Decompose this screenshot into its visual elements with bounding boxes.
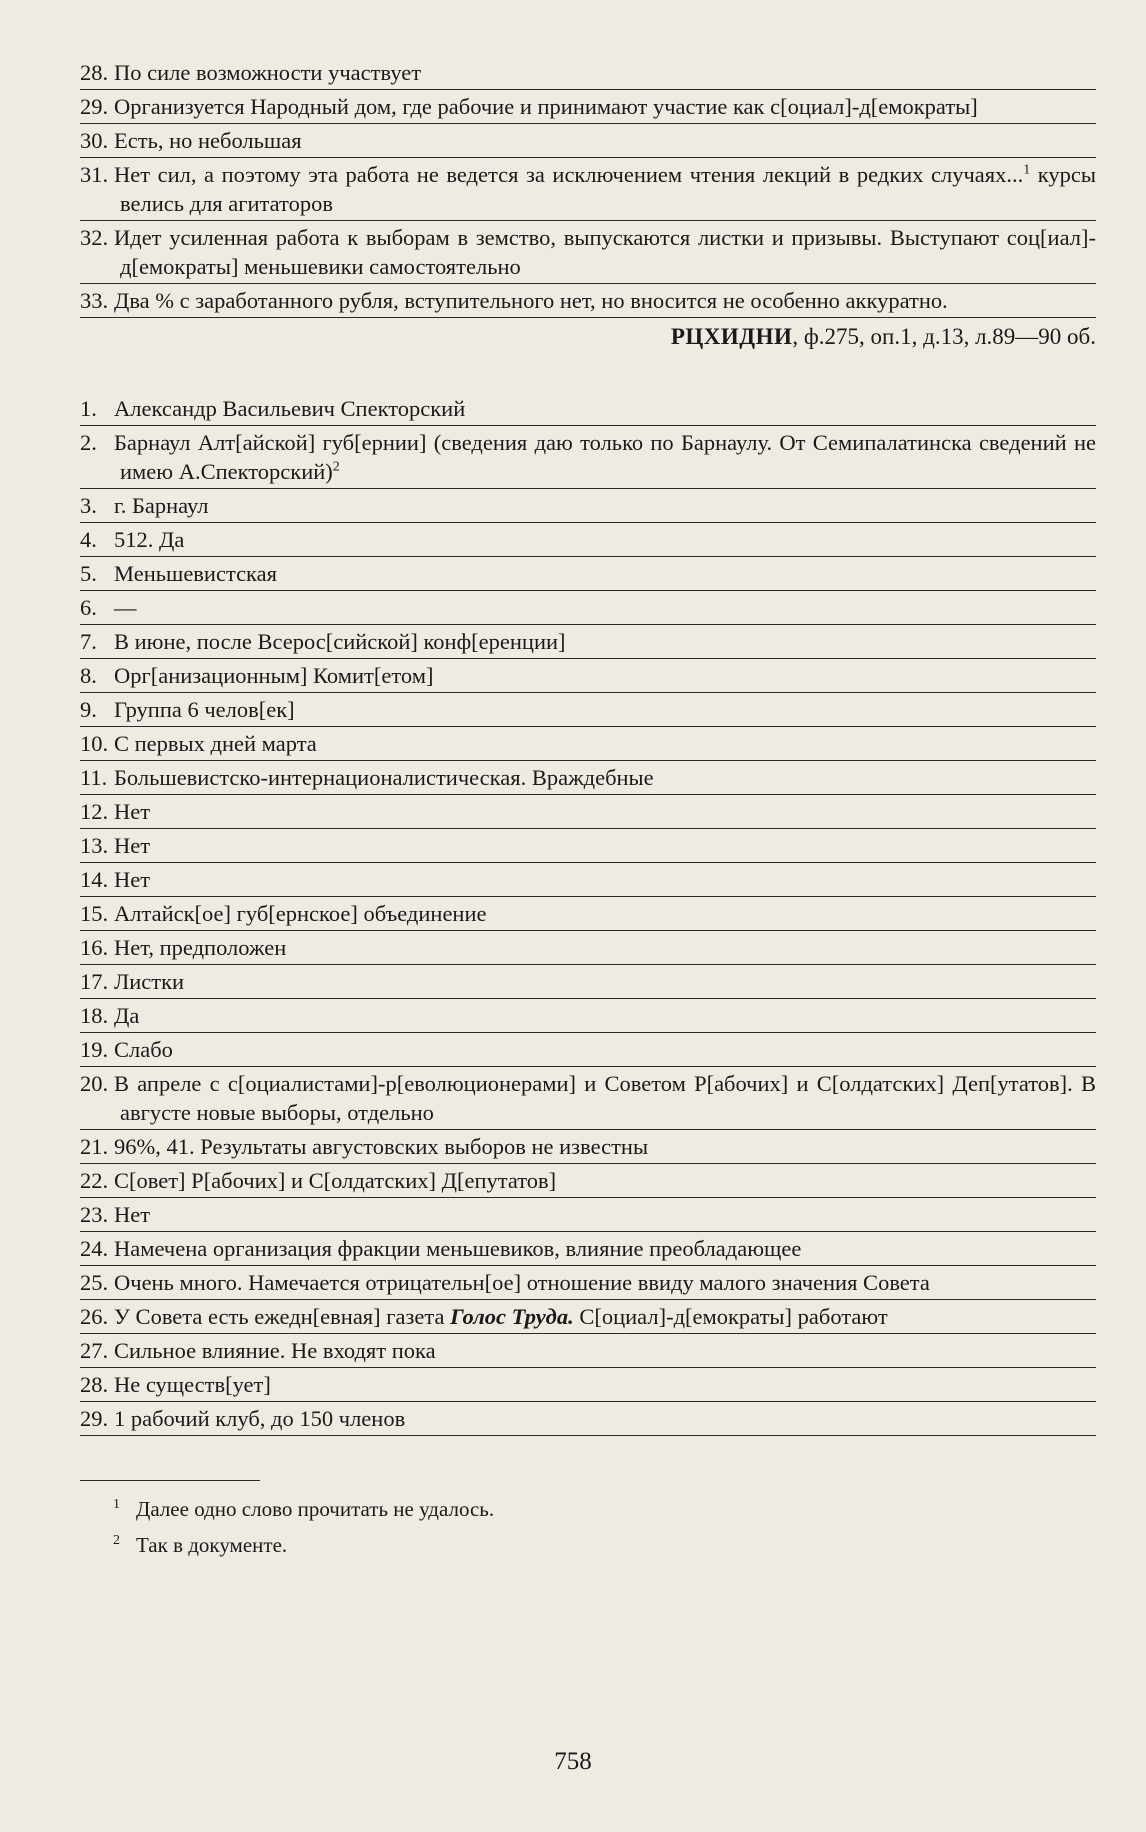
answer-text: Большевистско-интернационалистическая. Враждебные: [114, 765, 654, 790]
answer-number: 25.: [80, 1270, 109, 1295]
answer-number: 27.: [80, 1338, 109, 1363]
answer-text: Слабо: [114, 1037, 173, 1062]
document-content: [80, 56, 1096, 1563]
answer-row: [80, 523, 1096, 557]
answer-number: 12.: [80, 799, 109, 824]
answer-row: [80, 221, 1096, 284]
footnote-number: 2: [113, 1533, 120, 1548]
answer-row: [80, 56, 1096, 90]
answer-number: 16.: [80, 935, 109, 960]
answer-text: Не существ[ует]: [114, 1372, 271, 1397]
answer-number: 14.: [80, 867, 109, 892]
answer-row: [80, 625, 1096, 659]
answer-text: Нет сил, а поэтому эта работа не ведется за исключением чтения лекций в редких случаях...: [114, 162, 1024, 187]
answer-row: [80, 1232, 1096, 1266]
answer-row: [80, 426, 1096, 489]
answer-text-continued: курсы велись для агитаторов: [120, 162, 1097, 216]
answer-number: 13.: [80, 833, 109, 858]
answer-number: 8.: [80, 663, 97, 688]
answer-number: 19.: [80, 1037, 109, 1062]
answer-text: Нет: [114, 799, 151, 824]
footnote: [80, 1491, 1096, 1527]
answer-row: [80, 863, 1096, 897]
answer-text: Группа 6 челов[ек]: [114, 697, 295, 722]
answer-row: [80, 284, 1096, 318]
footnote-divider: [80, 1480, 260, 1481]
questionnaire-block-1: [80, 56, 1096, 318]
page-number: 758: [554, 1748, 592, 1775]
answer-text: В апреле с с[оциалистами]-р[еволюционерами] и Советом Р[абочих] и С[олдатских] Деп[утатов]. В августе новые выборы, отдельно: [114, 1071, 1096, 1125]
answer-number: 22.: [80, 1168, 109, 1193]
answer-row: [80, 557, 1096, 591]
answer-number: 10.: [80, 731, 109, 756]
answer-number: 9.: [80, 697, 97, 722]
answer-number: 28.: [80, 1372, 109, 1397]
archive-source: [80, 318, 1096, 352]
answer-row: [80, 761, 1096, 795]
archive-name: РЦХИДНИ: [670, 324, 793, 349]
answer-row: [80, 1164, 1096, 1198]
answer-number: 33.: [80, 288, 109, 313]
footnote-text: Так в документе.: [136, 1533, 288, 1557]
answer-row: [80, 1067, 1096, 1130]
answer-row: [80, 999, 1096, 1033]
answer-number: 11.: [80, 765, 108, 790]
answer-text: Александр Васильевич Спекторский: [114, 396, 466, 421]
answer-text: г. Барнаул: [114, 493, 209, 518]
answer-row: [80, 1300, 1096, 1334]
answer-row: [80, 90, 1096, 124]
answer-row: [80, 158, 1096, 221]
answer-text: Намечена организация фракции меньшевиков, влияние преобладающее: [114, 1236, 802, 1261]
answer-number: 29.: [80, 1406, 109, 1431]
answer-text: 96%, 41. Результаты августовских выборов не известны: [114, 1134, 649, 1159]
answer-row: [80, 1130, 1096, 1164]
answer-text: Нет, предположен: [114, 935, 287, 960]
answer-text: Орг[анизационным] Комит[етом]: [114, 663, 434, 688]
answer-number: 6.: [80, 595, 97, 620]
newspaper-title: Голос Труда.: [450, 1304, 574, 1329]
archive-reference: , ф.275, оп.1, д.13, л.89—90 об.: [792, 324, 1096, 349]
answer-text: 1 рабочий клуб, до 150 членов: [114, 1406, 406, 1431]
answer-row: [80, 659, 1096, 693]
answer-text: С[овет] Р[абочих] и С[олдатских] Д[епутатов]: [114, 1168, 557, 1193]
answer-number: 29.: [80, 94, 109, 119]
answer-number: 31.: [80, 162, 109, 187]
answer-row: [80, 1033, 1096, 1067]
answer-row: [80, 795, 1096, 829]
footnote-marker: 2: [332, 459, 340, 475]
answer-text: Меньшевистская: [114, 561, 277, 586]
answer-number: 17.: [80, 969, 109, 994]
answer-row: [80, 489, 1096, 523]
answer-text: Организуется Народный дом, где рабочие и принимают участие как с[оциал]-д[емократы]: [114, 94, 978, 119]
answer-row: [80, 931, 1096, 965]
answer-text: 512. Да: [114, 527, 185, 552]
answer-number: 5.: [80, 561, 97, 586]
footnote-number: 1: [113, 1497, 120, 1512]
answer-text: Алтайск[ое] губ[ернское] объединение: [114, 901, 487, 926]
answer-number: 30.: [80, 128, 109, 153]
questionnaire-block-2: [80, 392, 1096, 1436]
answer-text: В июне, после Всерос[сийской] конф[еренции]: [114, 629, 566, 654]
answer-number: 21.: [80, 1134, 109, 1159]
answer-text: Есть, но небольшая: [114, 128, 302, 153]
answer-row: [80, 392, 1096, 426]
answer-number: 23.: [80, 1202, 109, 1227]
answer-row: [80, 1198, 1096, 1232]
answer-number: 24.: [80, 1236, 109, 1261]
answer-row: [80, 965, 1096, 999]
answer-text: Нет: [114, 1202, 151, 1227]
footnote-marker: 1: [1023, 162, 1031, 178]
answer-text: По силе возможности участвует: [114, 60, 422, 85]
answer-text: —: [114, 595, 137, 620]
answer-text: Барнаул Алт[айской] губ[ернии] (сведения даю только по Барнаулу. От Семипалатинска сведений не имею А.Спекторский): [114, 430, 1096, 484]
answer-text: С первых дней марта: [114, 731, 317, 756]
answer-number: 3.: [80, 493, 97, 518]
answer-text: У Совета есть ежедн[евная] газета: [114, 1304, 451, 1329]
answer-row: [80, 693, 1096, 727]
answer-row: [80, 829, 1096, 863]
answer-number: 2.: [80, 430, 97, 455]
answer-row: [80, 591, 1096, 625]
answer-row: [80, 1266, 1096, 1300]
answer-number: 18.: [80, 1003, 109, 1028]
answer-text: Очень много. Намечается отрицательн[ое] отношение ввиду малого значения Совета: [114, 1270, 930, 1295]
answer-row: [80, 1368, 1096, 1402]
footnote-text: Далее одно слово прочитать не удалось.: [136, 1497, 495, 1521]
answer-row: [80, 1402, 1096, 1436]
footnote: [80, 1527, 1096, 1563]
answer-number: 1.: [80, 396, 97, 421]
answer-text: Нет: [114, 867, 151, 892]
answer-number: 26.: [80, 1304, 109, 1329]
answer-text: Листки: [114, 969, 185, 994]
answer-row: [80, 897, 1096, 931]
answer-text: Да: [114, 1003, 140, 1028]
answer-number: 4.: [80, 527, 97, 552]
answer-text: Сильное влияние. Не входят пока: [114, 1338, 436, 1363]
answer-number: 32.: [80, 225, 109, 250]
answer-row: [80, 1334, 1096, 1368]
answer-number: 15.: [80, 901, 109, 926]
answer-row: [80, 124, 1096, 158]
answer-text: Нет: [114, 833, 151, 858]
answer-text-continued: С[оциал]-д[емократы] работают: [573, 1304, 888, 1329]
answer-row: [80, 727, 1096, 761]
footnotes: [80, 1491, 1096, 1563]
answer-text: Идет усиленная работа к выборам в земство, выпускаются листки и призывы. Выступают соц[иал]-д[емократы] меньшевики самостоятельно: [114, 225, 1096, 279]
answer-text: Два % с заработанного рубля, вступительного нет, но вносится не особенно аккуратно.: [114, 288, 948, 313]
answer-number: 7.: [80, 629, 97, 654]
answer-number: 20.: [80, 1071, 109, 1096]
answer-number: 28.: [80, 60, 109, 85]
